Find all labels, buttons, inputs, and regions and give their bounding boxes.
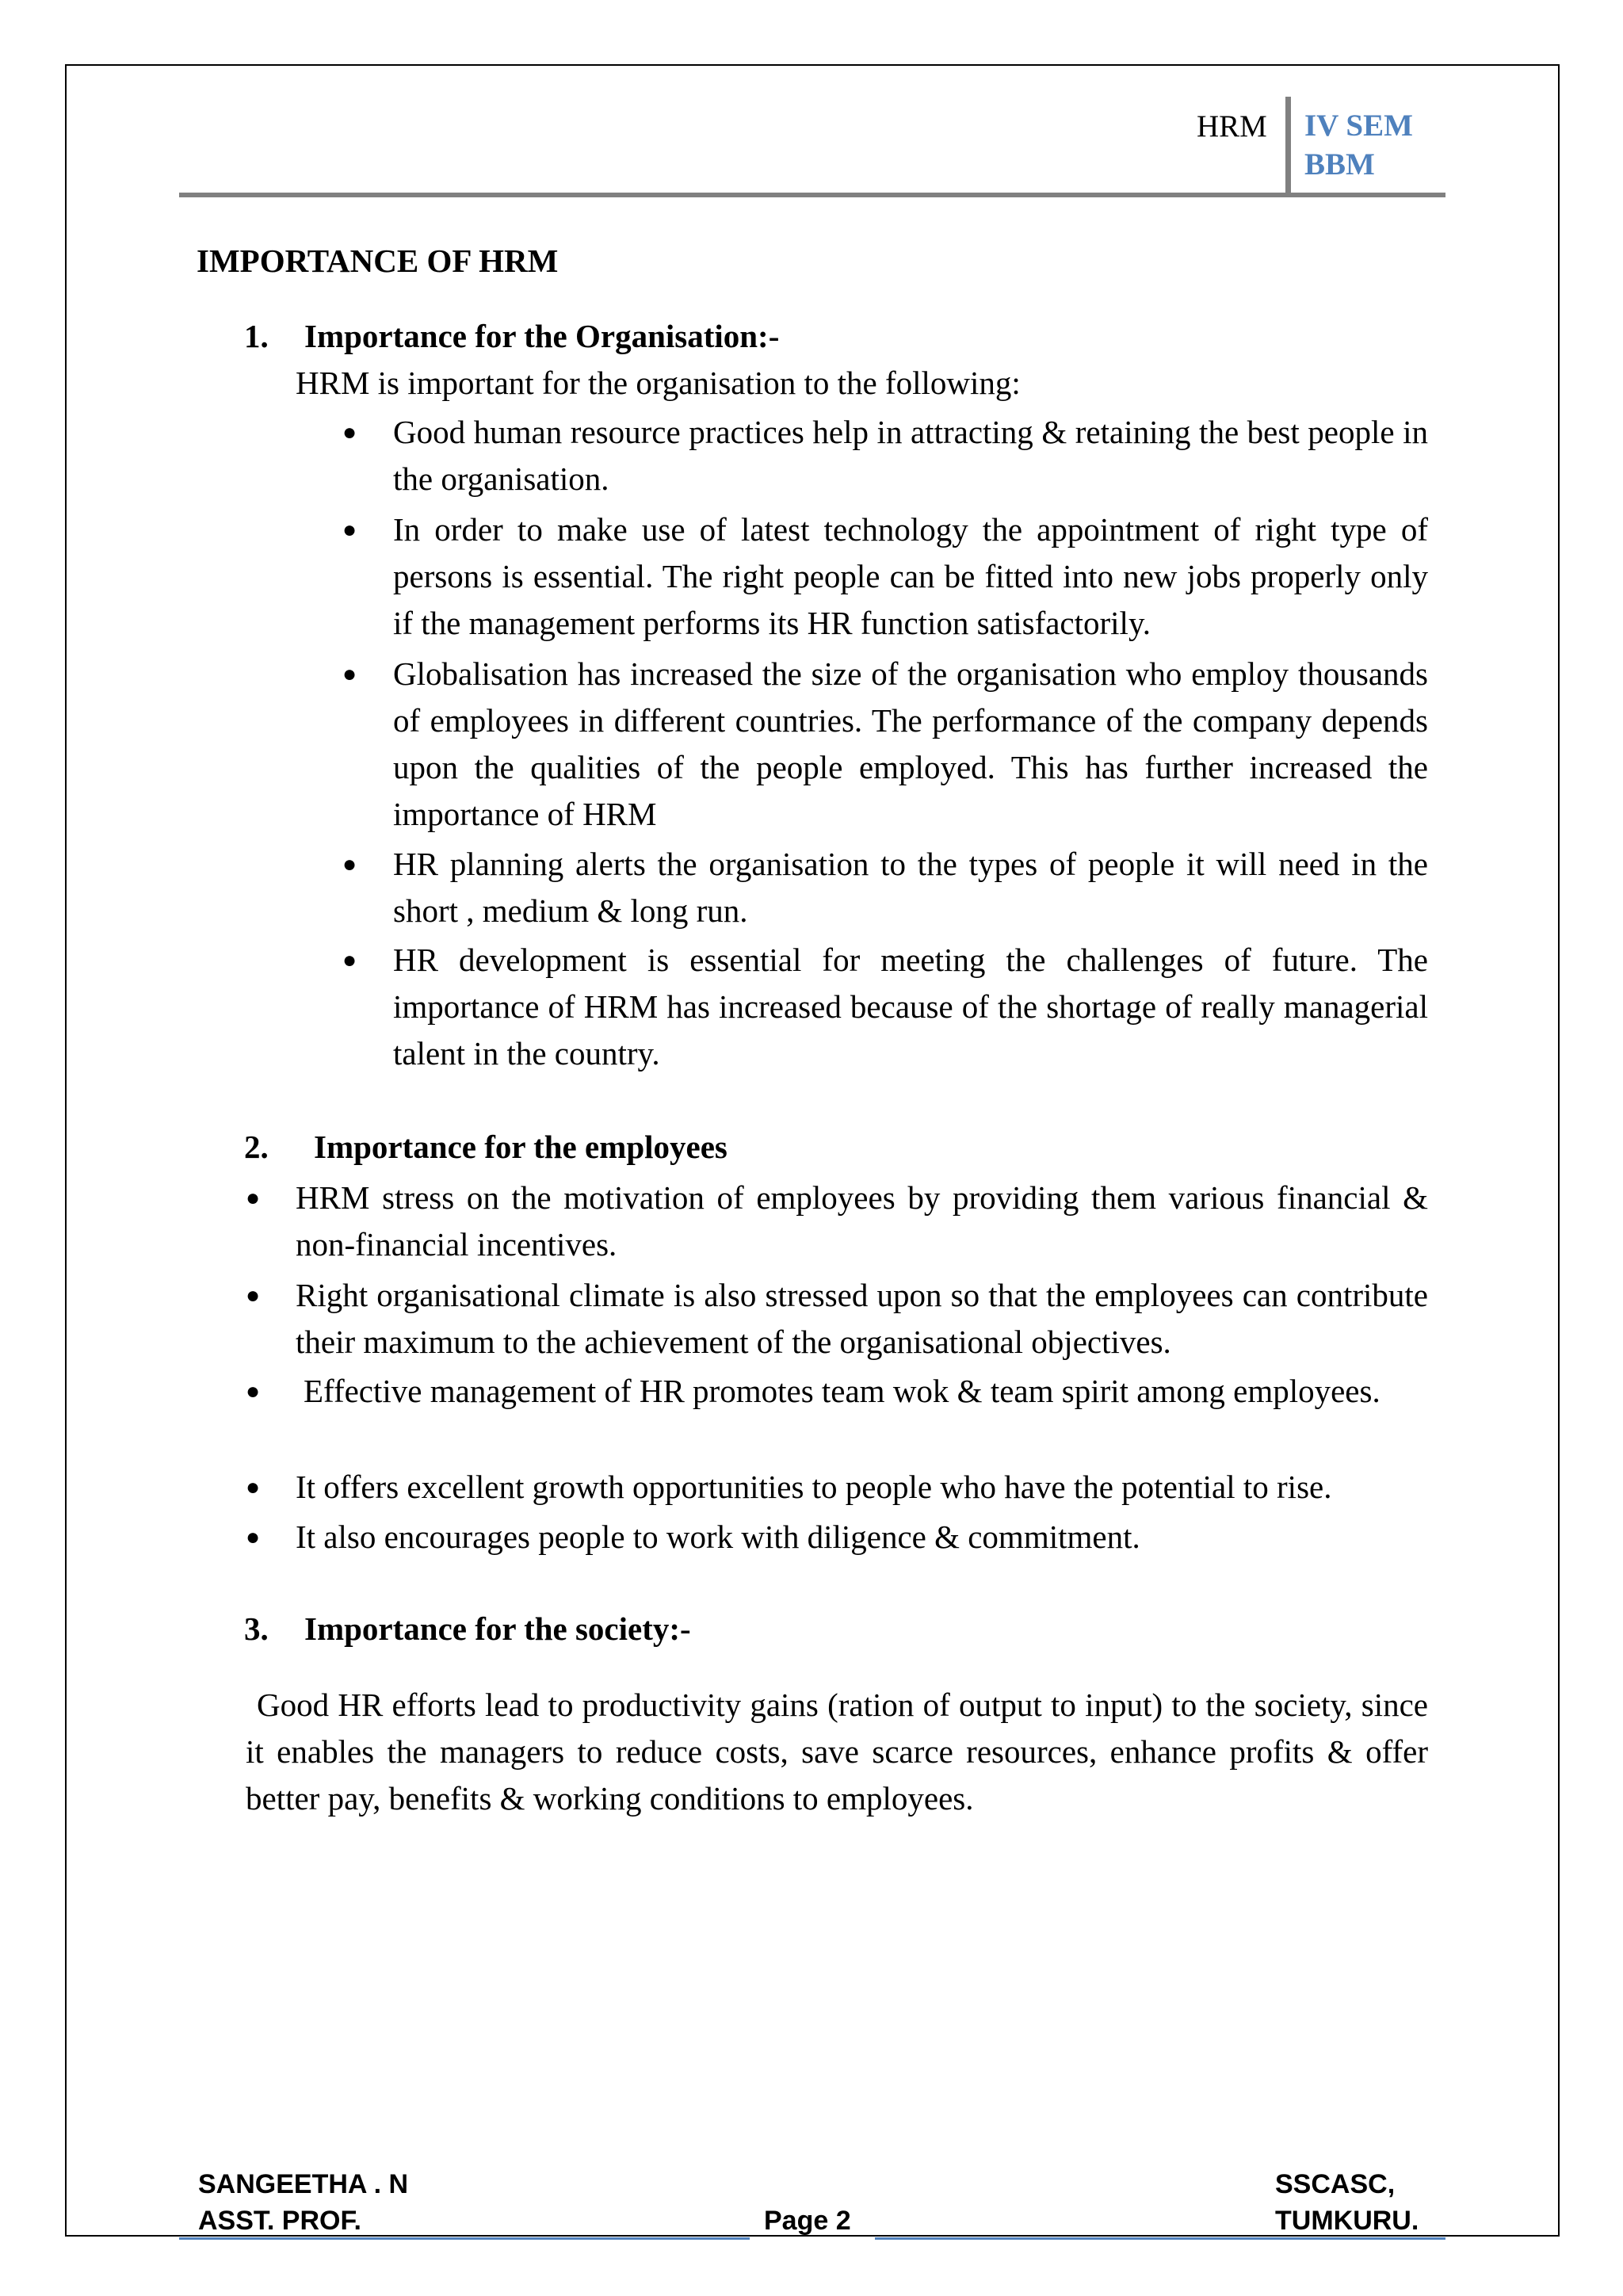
section3-heading: Importance for the society:- [304,1610,691,1647]
section2-bullet-4: It offers excellent growth opportunities to people who have the potential to rise. [296,1469,1332,1505]
header-divider [1285,97,1291,193]
bullet-icon: ● [342,517,357,543]
section3-number: 3. [244,1610,269,1647]
page-title: IMPORTANCE OF HRM [197,243,559,279]
bullet-icon: ● [342,851,357,877]
bullet-icon: ● [246,1282,261,1308]
header-rule [179,193,1445,197]
footer-rule-left [179,2237,750,2240]
bullet-icon: ● [342,419,357,445]
footer-author-title: ASST. PROF. [198,2206,361,2236]
footer-college: SSCASC, [1275,2169,1396,2199]
header-subject: HRM [1197,109,1267,143]
section1-intro: HRM is important for the organisation to the following: [296,365,1021,401]
section2-bullet-3: Effective management of HR promotes team wok & team spirit among employees. [304,1373,1381,1409]
section1-number: 1. [244,318,269,354]
bullet-icon: ● [246,1185,261,1211]
section1-bullet-2: In order to make use of latest technology the appointment of right type of persons is essential. The right people can be fitted into new jobs properly only if the management performs its HR function satisfactorily. [393,511,1428,641]
section2-bullet-2: Right organisational climate is also stressed upon so that the employees can contribute their maximum to the achievement of the organisational objectives. [296,1277,1428,1360]
footer-page-number: Page 2 [764,2206,851,2236]
section1-bullet-4: HR planning alerts the organisation to the types of people it will need in the short , medium & long run. [393,846,1428,929]
section1-bullet-5: HR development is essential for meeting the challenges of future. The importance of HRM has increased because of the shortage of really managerial talent in the country. [393,942,1428,1072]
section1-bullet-3: Globalisation has increased the size of the organisation who employ thousands of employees in different countries. The performance of the company depends upon the qualities of the people employed. This has further increased the importance of HRM [393,655,1428,832]
section1-heading: Importance for the Organisation:- [304,318,780,354]
bullet-icon: ● [342,661,357,687]
section2-bullet-1: HRM stress on the motivation of employees by providing them various financial & non-financial incentives. [296,1179,1428,1263]
section3-body: Good HR efforts lead to productivity gains (ration of output to input) to the society, since it enables the managers to reduce costs, save scarce resources, enhance profits & offer better pay, benefits & working conditions to employees. [246,1687,1428,1817]
section2-heading: Importance for the employees [314,1129,727,1165]
bullet-icon: ● [246,1474,261,1500]
header-semester-line2: BBM [1304,147,1375,181]
footer-author-name: SANGEETHA . N [198,2169,409,2199]
section2-bullet-5: It also encourages people to work with diligence & commitment. [296,1519,1140,1555]
footer-rule-right [875,2237,1445,2240]
bullet-icon: ● [246,1524,261,1550]
header-semester [1304,106,1413,184]
section2-number: 2. [244,1129,269,1165]
header-semester-line1: IV SEM [1304,109,1413,143]
bullet-icon: ● [246,1378,261,1404]
section1-bullet-1: Good human resource practices help in attracting & retaining the best people in the organisation. [393,414,1428,497]
footer-city: TUMKURU. [1275,2206,1419,2236]
bullet-icon: ● [342,947,357,973]
